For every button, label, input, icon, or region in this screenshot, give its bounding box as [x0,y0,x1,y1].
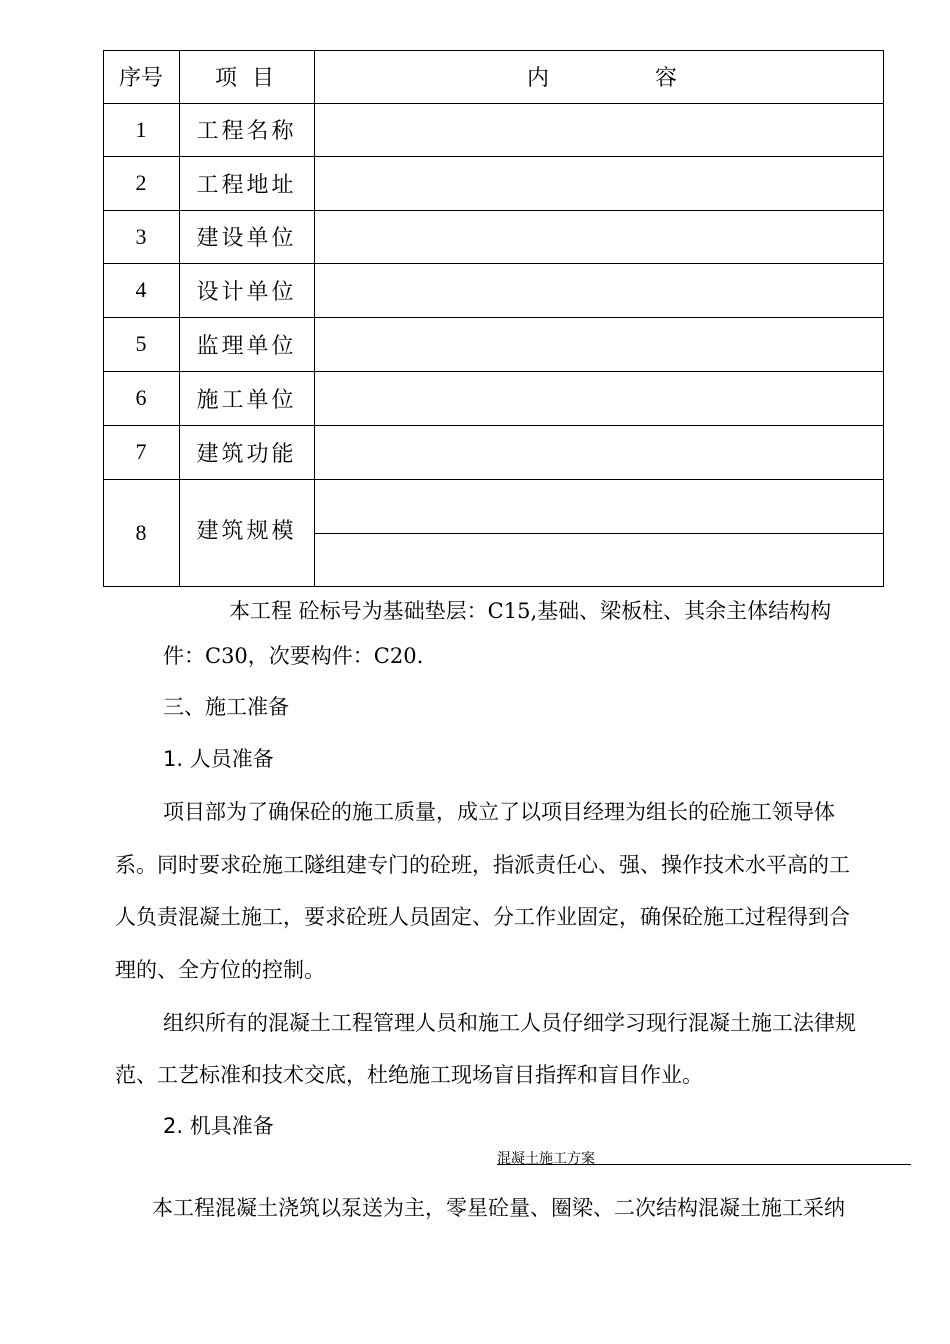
header-content-1: 内 [526,66,549,91]
row-item: 建筑功能 [196,441,297,467]
project-info-table [103,50,884,587]
subsection-heading: 1. 人员准备 [163,747,274,771]
row-seq: 1 [135,116,147,142]
row-item: 建筑规模 [196,518,297,544]
row-seq: 2 [135,170,147,195]
paragraph-line: 组织所有的混凝土工程管理人员和施工人员仔细学习现行混凝土施工法律规 [163,1011,856,1035]
paragraph-line: 理的、全方位的控制。 [115,958,325,982]
row-item: 工程名称 [196,119,297,144]
page-header-rule [497,1164,911,1165]
table-border-right [883,50,884,587]
row-seq: 5 [135,331,147,356]
paragraph-line: 系。同时要求砼施工隧组建专门的砼班，指派责任心、强、操作技术水平高的工 [115,853,850,877]
paragraph-line: 本工程混凝土浇筑以泵送为主，零星砼量、圈梁、二次结构混凝土施工采纳 [152,1196,845,1220]
row-seq: 7 [135,439,147,464]
row-seq: 8 [135,519,147,545]
table-col-rule [314,50,315,587]
paragraph-line: 项目部为了确保砼的施工质量，成立了以项目经理为组长的砼施工领导体 [163,800,835,824]
row-item: 施工单位 [196,387,297,413]
row-seq: 6 [135,385,147,410]
row-item: 监理单位 [196,333,297,359]
table-rule-split [314,533,884,534]
paragraph-line: 人负责混凝土施工，要求砼班人员固定、分工作业固定，确保砼施工过程得到合 [115,905,850,929]
paragraph-line: 件：C30，次要构件：C20. [163,644,424,668]
header-item: 项 目 [215,66,278,91]
row-seq: 4 [135,277,147,302]
row-item: 建设单位 [196,226,297,251]
header-seq: 序号 [118,66,163,91]
page-header-title: 混凝土施工方案 [497,1151,595,1167]
row-item: 工程地址 [196,172,297,198]
paragraph-line: 范、工艺标准和技术交底，杜绝施工现场盲目指挥和盲目作业。 [115,1063,703,1087]
section-heading: 三、施工准备 [163,695,289,719]
row-item: 设计单位 [196,279,297,305]
row-seq: 3 [135,223,147,249]
table-border-bottom [103,586,884,587]
paragraph-line: 本工程 砼标号为基础垫层：C15,基础、梁板柱、其余主体结构构 [229,599,832,623]
header-content-2: 容 [654,66,677,91]
subsection-heading: 2. 机具准备 [163,1114,274,1138]
